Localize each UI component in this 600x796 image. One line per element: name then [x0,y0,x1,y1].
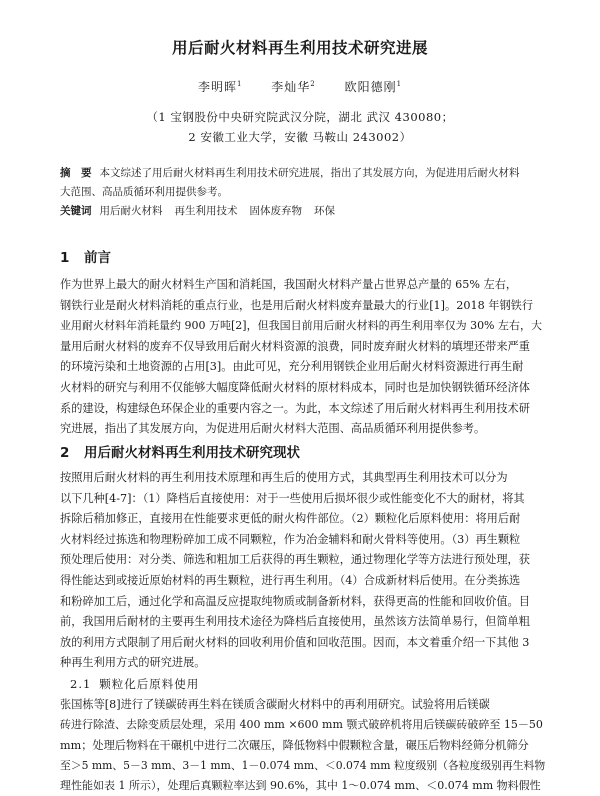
keywords-label: 关键词 [60,205,92,217]
keywords [60,202,542,221]
author: 李明晖$^1$ [197,80,243,94]
text-line: 量用后耐火材料的废弃不仅导致用后耐火材料资源的浪费，同时废弃耐火材料的填埋还带来严重 [60,339,530,353]
affiliation-line: （1 宝钢股份中央研究院武汉分院，湖北 武汉 430080； [146,110,454,124]
text-line: 前，我国用后耐材的主要再生利用技术途径为降档后直接使用，虽然该方法简单易行，但简单粗 [60,615,530,629]
affiliation-line: 2 安徽工业大学，安徽 马鞍山 243002） [188,130,412,144]
text-line: 的环境污染和土地资源的占用[3]。由此可见，充分利用钢铁企业用后耐火材料资源进行再生耐 [60,360,524,374]
author-list [0,78,600,95]
text-line: 得性能达到或接近原始材料的再生颗粒，进行再生利用。（4）合成新材料后使用。在分类拣选 [60,573,521,587]
section1-body [60,275,548,440]
text-line: 火材料的研究与利用不仅能够大幅度降低耐火材料的原材料成本，同时也是加快钢铁循环经济体 [60,380,530,394]
abstract-text: 大范围、高品质循环利用提供参考。 [60,186,228,198]
text-line: 业用耐火材料年消耗量约 900 万吨[2]，但我国目前用后耐火材料的再生利用率仅为 30% 左右，大 [60,319,543,333]
text-line: 系的建设，构建绿色环保企业的重要内容之一。为此，本文综述了用后耐火材料再生利用技术研 [60,401,530,415]
text-line: 钢铁行业是耐火材料消耗的重点行业，也是用后耐火材料废弃量最大的行业[1]。2018 年钢铁行 [60,298,534,312]
text-line: 以下几种[4-7]：（1）降档后直接使用：对于一些使用后损坏很少或性能变化不大的耐材，将其 [60,491,525,505]
text-line: 作为世界上最大的耐火材料生产国和消耗国，我国耐火材料产量占世界总产量的 65% 左右， [60,278,518,291]
text-line: 究进展，指出了其发展方向，为促进用后耐火材料大范围、高品质循环利用提供参考。 [60,422,486,436]
author: 李灿华$^2$ [271,80,316,94]
abstract-label: 摘 要 [60,167,92,179]
author: 欧阳德刚$^1$ [344,80,403,94]
text-line: 按照用后耐火材料的再生利用技术原理和再生后的使用方式，其典型再生利用技术可以分为 [60,471,508,484]
keyword: 固体废弃物 [249,205,302,217]
subsection-heading: 2.1 颗粒化后原料使用 [70,677,200,691]
text-line: 拆除后稍加修正，直接用在性能要求更低的耐火构件部位。（2）颗粒化后原料使用：将用后耐 [60,512,521,526]
keyword: 再生利用技术 [174,205,238,217]
text-line: 火材料经过拣选和物理粉碎加工成不同颗粒，作为冶金辅料和耐火骨料等使用。（3）再生颗粒 [60,532,521,546]
abstract [60,164,542,221]
text-line: 预处理后使用：对分类、筛选和粗加工后获得的再生颗粒，通过物理化学等方法进行预处理，获 [60,553,530,567]
text-line: 和粉碎加工后，通过化学和高温反应提取纯物质或制备新材料，获得更高的性能和回收价值。目 [60,594,530,608]
abstract-text: 本文综述了用后耐火材料再生利用技术研究进展，指出了其发展方向，为促进用后耐火材料 [99,167,520,179]
text-line: 张国栋等[8]进行了镁碳砖再生料在镁质含碳耐火材料中的再利用研究。试验将用后镁碳 [60,698,490,711]
text-line: 种再生利用方式的研究进展。 [60,656,206,670]
section-heading: 1 前言 [60,250,111,266]
paper-title: 用后耐火材料再生利用技术研究进展 [171,39,428,57]
keyword: 用后耐火材料 [99,205,163,217]
text-line: mm；处理后物料在干碾机中进行二次碾压，降低物料中假颗粒含量，碾压后物料经筛分机筛分 [60,738,529,752]
keyword: 环保 [314,205,335,217]
text-line: 理性能如表 1 所示），处理后真颗粒率达到 90.6%，其中 1～0.074 mm、＜0.074 mm 物料假性 [60,779,541,793]
text-line: 至＞5 mm、5－3 mm、3－1 mm、1－0.074 mm、＜0.074 mm 粒度级别（各粒度级别再生料物 [60,758,546,772]
section2-body [60,468,548,674]
text-line: 放的利用方式限制了用后耐火材料的回收利用价值和回收范围。因而，本文着重介绍一下其他 3 [60,635,530,649]
text-line: 砖进行除渣、去除变质层处理，采用 400 mm ×600 mm 颚式破碎机将用后镁碳砖破碎至 15－50 [60,718,543,732]
section-heading: 2 用后耐火材料再生利用技术研究现状 [60,445,300,461]
section21-text [60,695,548,796]
